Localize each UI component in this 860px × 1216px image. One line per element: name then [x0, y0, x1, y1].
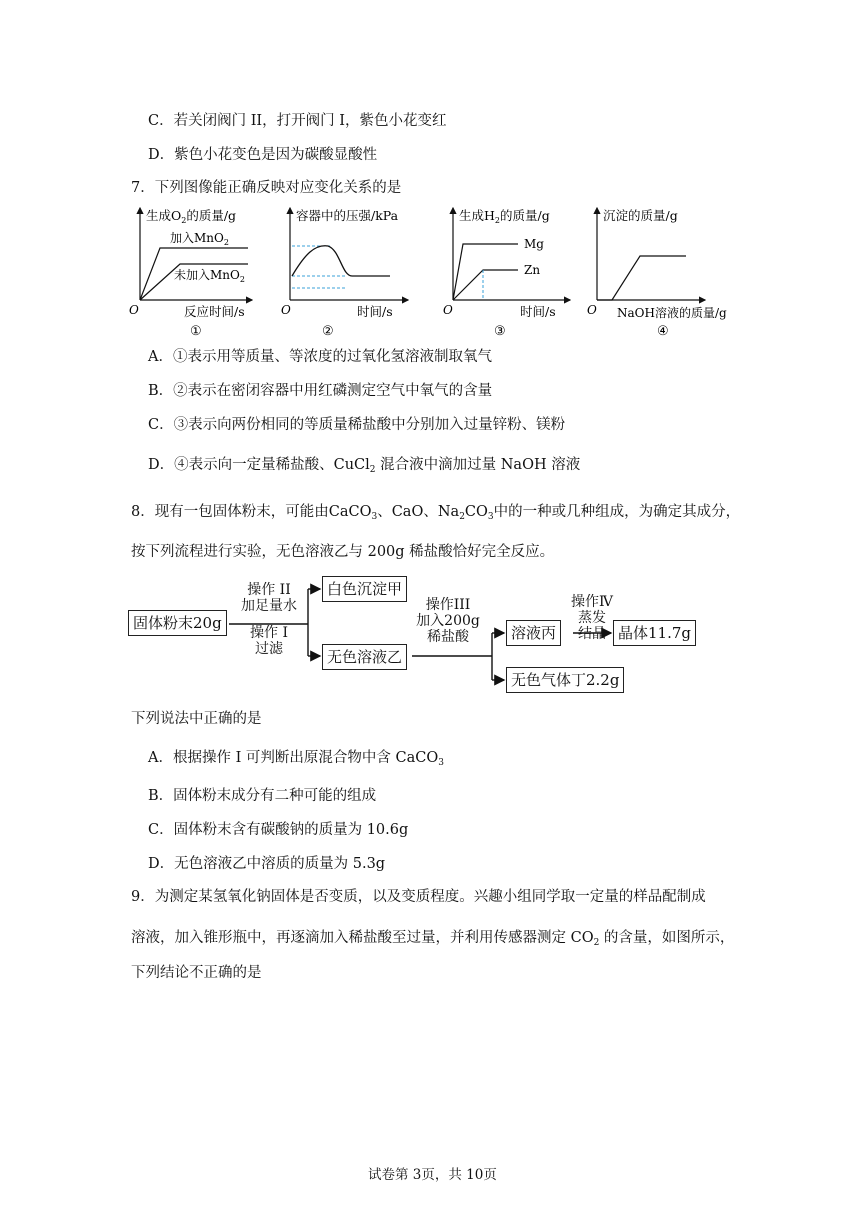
q8-option-c: C．固体粉末含有碳酸钠的质量为 10.6g [148, 822, 409, 838]
label-op2: 操作 II 加足量水 [241, 582, 297, 614]
graph-3-xlabel: 时间/s [520, 304, 556, 319]
graph-1-xlabel: 反应时间/s [184, 304, 245, 319]
q8-prompt: 下列说法中正确的是 [131, 711, 262, 727]
q8-option-a: A．根据操作 I 可判断出原混合物中含 CaCO$_3$ [148, 750, 444, 768]
graph-2 [281, 208, 408, 339]
q6-option-c: C．若关闭阀门 II，打开阀门 I，紫色小花变红 [148, 113, 447, 129]
box-colorless-solution-yi: 无色溶液乙 [322, 644, 407, 670]
graph-3-line-zn [453, 270, 518, 300]
q7-option-c: C．③表示向两份相同的等质量稀盐酸中分别加入过量锌粉、镁粉 [148, 417, 566, 433]
graph-1 [129, 208, 252, 339]
graph-4-ylabel: 沉淀的质量/g [603, 208, 678, 223]
graph-2-curve [292, 246, 390, 276]
q7-option-b: B．②表示在密闭容器中用红磷测定空气中氧气的含量 [148, 383, 493, 399]
graph-2-xlabel: 时间/s [357, 304, 393, 319]
graph-3 [443, 208, 570, 339]
graph-4-xlabel: NaOH溶液的质量/g [617, 306, 727, 320]
box-white-precipitate: 白色沉淀甲 [322, 576, 407, 602]
graph-3-line-mg [453, 244, 518, 300]
q9-line3: 下列结论不正确的是 [131, 965, 262, 981]
box-solid-powder: 固体粉末20g [128, 610, 227, 636]
q7-option-d: D．④表示向一定量稀盐酸、CuCl$_2$ 混合液中滴加过量 NaOH 溶液 [148, 457, 581, 475]
q7-stem: 7．下列图像能正确反映对应变化关系的是 [131, 180, 402, 196]
box-solution-bing: 溶液丙 [506, 620, 561, 646]
label-op4: 操作Ⅳ 蒸发 结晶 [571, 594, 613, 642]
graph-3-ylabel: 生成$H_2$的质量/g [459, 208, 550, 225]
graph-4-line [597, 256, 686, 300]
label-op3: 操作III 加入200g 稀盐酸 [416, 597, 480, 645]
graph-2-ylabel: 容器中的压强/kPa [296, 208, 399, 223]
q7-graphs [0, 200, 860, 340]
box-gas-ding: 无色气体丁2.2g [506, 667, 624, 693]
graph-4-number: ④ [657, 324, 669, 339]
graph-2-origin: O [281, 303, 291, 317]
page-footer: 试卷第 3页，共 10页 [368, 1167, 497, 1183]
q8-option-b: B．固体粉末成分有二种可能的组成 [148, 788, 377, 804]
q6-option-d: D．紫色小花变色是因为碳酸显酸性 [148, 147, 378, 163]
label-op1: 操作 I 过滤 [250, 625, 288, 657]
q7-option-a: A．①表示用等质量、等浓度的过氧化氢溶液制取氧气 [148, 349, 492, 365]
q8-option-d: D．无色溶液乙中溶质的质量为 5.3g [148, 856, 386, 872]
graph-1-number: ① [190, 324, 202, 339]
q8-stem-line1: 8．现有一包固体粉末，可能由CaCO$_3$、CaO、$Na_2CO_3$中的一种或几种组成，为确定其成分， [131, 504, 741, 522]
graph-4-origin: O [587, 303, 597, 317]
graph-3-line2-label: Zn [524, 263, 541, 277]
q9-line1: 9．为测定某氢氧化钠固体是否变质，以及变质程度。兴趣小组同学取一定量的样品配制成 [131, 889, 706, 905]
graph-3-number: ③ [494, 324, 506, 339]
graph-1-ylabel: 生成$O_2$的质量/g [146, 208, 237, 225]
graph-1-line2-label: 未加入MnO$_2$ [174, 268, 245, 284]
graph-1-origin: O [129, 303, 139, 317]
graph-4 [587, 208, 727, 339]
graph-1-line1-label: 加入MnO$_2$ [170, 231, 229, 247]
q8-stem-line2: 按下列流程进行实验，无色溶液乙与 200g 稀盐酸恰好完全反应。 [131, 544, 555, 560]
graph-3-origin: O [443, 303, 453, 317]
graph-2-number: ② [322, 324, 334, 339]
box-crystal: 晶体11.7g [613, 620, 696, 646]
graph-3-line1-label: Mg [524, 237, 544, 251]
q9-line2: 溶液，加入锥形瓶中，再逐滴加入稀盐酸至过量，并利用传感器测定 $CO_2$ 的含量，如图所示， [131, 930, 735, 948]
